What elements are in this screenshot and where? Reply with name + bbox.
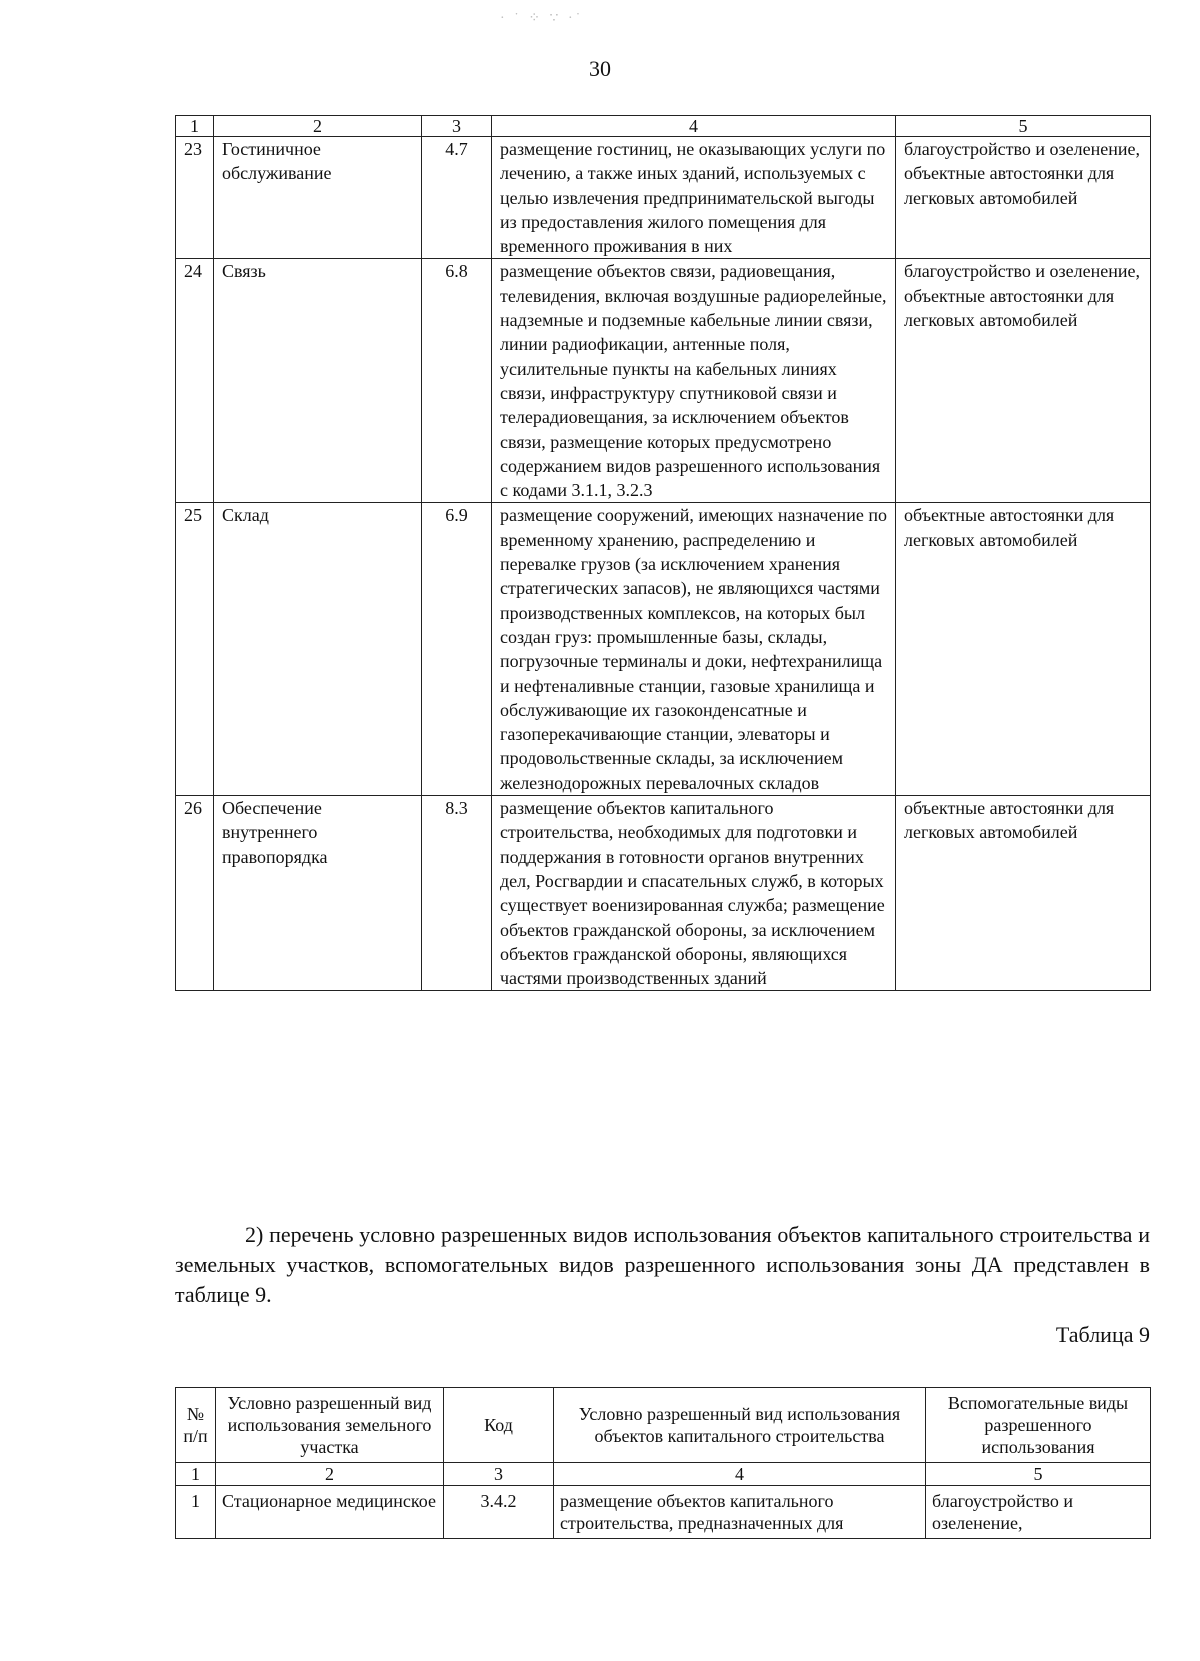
use-description: размещение гостиниц, не оказывающих услуги по лечению, а также иных зданий, используемых с целью извлечения предпринимательской выгоды из предоставления жилого помещения для временного проживания в них (492, 137, 896, 259)
row-number: 26 (176, 796, 214, 991)
scan-noise: · ˙ ⁘ ∵ ·˙ (500, 11, 584, 26)
table-row (176, 796, 1151, 991)
row-number: 24 (176, 259, 214, 503)
header-cell: Вспомогательные виды разрешенного использования (926, 1388, 1151, 1463)
auxiliary-uses: объектные автостоянки для легковых автомобилей (896, 503, 1151, 796)
use-type-name: Склад (214, 503, 422, 796)
use-type-name: Обеспечение внутреннего правопорядка (214, 796, 422, 991)
use-description: размещение объектов связи, радиовещания, телевидения, включая воздушные радиорелейные, надземные и подземные кабельные линии связи, линии радиофикации, антенные поля, усилительные пункты на кабельных линиях связи, инфраструктуру спутниковой связи и телерадиовещания, за исключением объектов связи, размещение которых предусмотрено содержанием видов разрешенного использования с кодами 3.1.1, 3.2.3 (492, 259, 896, 503)
row-number: 23 (176, 137, 214, 259)
table-header-row (176, 116, 1151, 137)
table-row (176, 137, 1151, 259)
header-cell: № п/п (176, 1388, 216, 1463)
conditional-use-table (175, 1387, 1151, 1539)
auxiliary-uses: благоустройство и озеленение, (926, 1486, 1151, 1539)
table-header-row (176, 1388, 1151, 1463)
use-code: 6.9 (422, 503, 492, 796)
table-row (176, 259, 1151, 503)
row-number: 1 (176, 1486, 216, 1539)
index-cell: 3 (444, 1463, 554, 1486)
table-row (176, 1486, 1151, 1539)
auxiliary-uses: благоустройство и озеленение, объектные автостоянки для легковых автомобилей (896, 137, 1151, 259)
use-description: размещение сооружений, имеющих назначение по временному хранению, распределению и перевалке грузов (за исключением хранения стратегических запасов), не являющихся частями производственных комплексов, на которых был создан груз: промышленные базы, склады, погрузочные терминалы и доки, нефтехранилища и нефтеналивные станции, газовые хранилища и обслуживающие их газоконденсатные и газоперекачивающие станции, элеваторы и продовольственные склады, за исключением железнодорожных перевалочных складов (492, 503, 896, 796)
table-row (176, 503, 1151, 796)
use-code: 4.7 (422, 137, 492, 259)
page-number: 30 (589, 56, 611, 81)
table-caption: Таблица 9 (1055, 1322, 1150, 1347)
header-cell: Код (444, 1388, 554, 1463)
use-description: размещение объектов капитального строительства, предназначенных для (554, 1486, 926, 1539)
header-cell: 2 (214, 116, 422, 137)
auxiliary-uses: благоустройство и озеленение, объектные автостоянки для легковых автомобилей (896, 259, 1151, 503)
land-use-table (175, 115, 1151, 991)
index-cell: 5 (926, 1463, 1151, 1486)
header-cell: 5 (896, 116, 1151, 137)
use-code: 3.4.2 (444, 1486, 554, 1539)
header-cell: 1 (176, 116, 214, 137)
header-cell: Условно разрешенный вид использования земельного участка (216, 1388, 444, 1463)
use-description: размещение объектов капитального строительства, необходимых для подготовки и поддержания в готовности органов внутренних дел, Росгвардии и спасательных служб, в которых существует военизированная служба; размещение объектов гражданской обороны, за исключением объектов гражданской обороны, являющихся частями производственных зданий (492, 796, 896, 991)
header-cell: Условно разрешенный вид использования объектов капитального строительства (554, 1388, 926, 1463)
use-type-name: Связь (214, 259, 422, 503)
use-type-name: Стационарное медицинское (216, 1486, 444, 1539)
row-number: 25 (176, 503, 214, 796)
index-cell: 1 (176, 1463, 216, 1486)
use-code: 8.3 (422, 796, 492, 991)
header-cell: 4 (492, 116, 896, 137)
index-cell: 2 (216, 1463, 444, 1486)
use-type-name: Гостиничное обслуживание (214, 137, 422, 259)
column-index-row (176, 1463, 1151, 1486)
header-cell: 3 (422, 116, 492, 137)
body-paragraph: 2) перечень условно разрешенных видов использования объектов капитального строительства и земельных участков, вспомогательных видов разрешенного использования зоны ДА представлен в таблице 9. (175, 1222, 1150, 1307)
use-code: 6.8 (422, 259, 492, 503)
auxiliary-uses: объектные автостоянки для легковых автомобилей (896, 796, 1151, 991)
index-cell: 4 (554, 1463, 926, 1486)
